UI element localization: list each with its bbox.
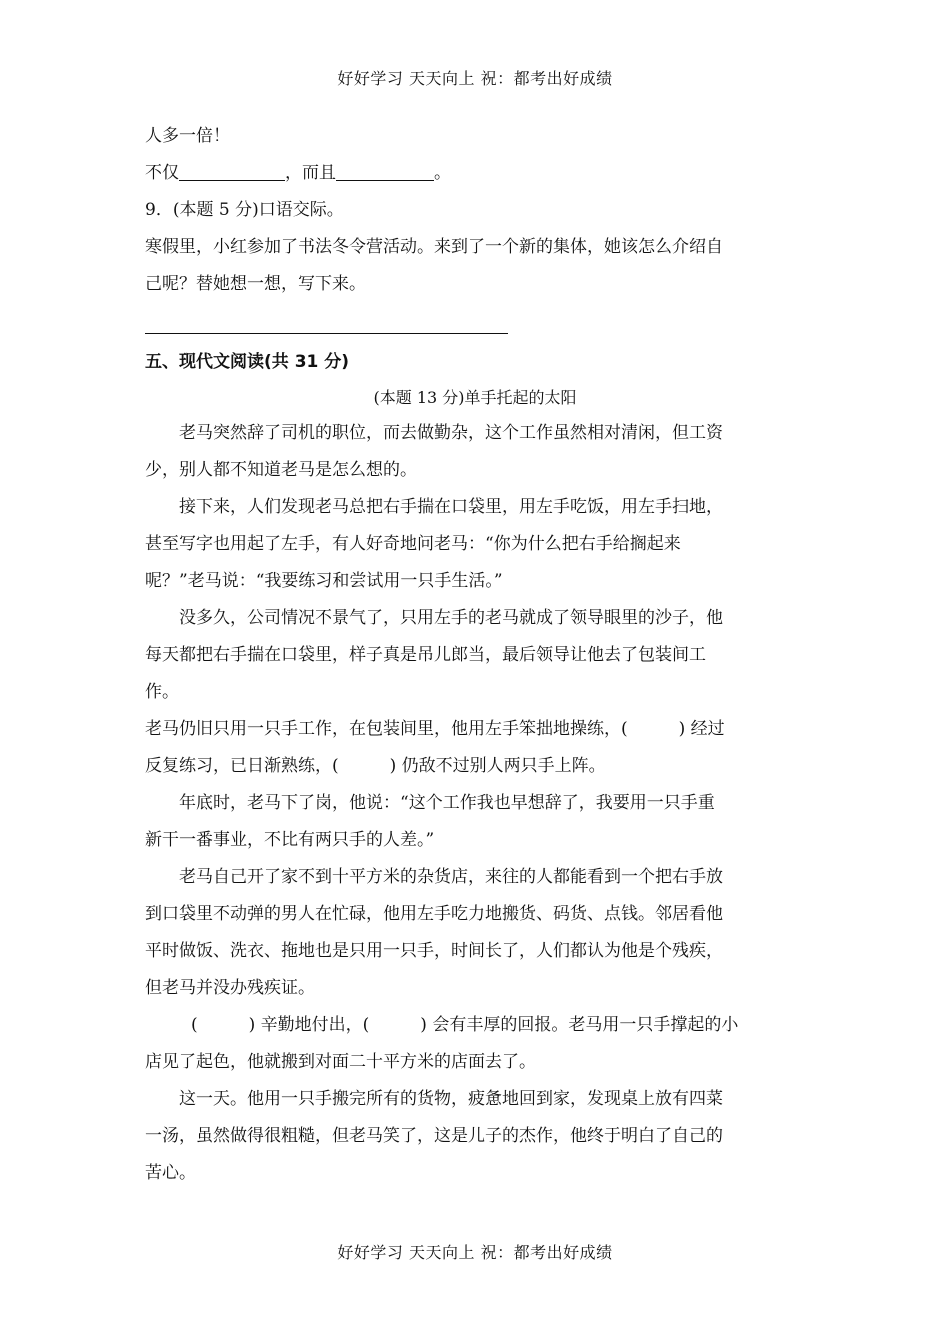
passage-paragraph: [145, 600, 805, 711]
continuation-line: 人多一倍！: [145, 126, 230, 146]
passage-line: 作。: [145, 682, 179, 702]
fill-suffix: 。: [434, 163, 451, 183]
fill-middle: ，而且: [285, 163, 336, 183]
passage-paragraph: [145, 489, 805, 600]
answer-line[interactable]: [145, 333, 508, 334]
answer-blank-2[interactable]: [336, 160, 434, 181]
page-content: [145, 118, 805, 1192]
page-footer: 好好学习 天天向上 祝：都考出好成绩: [337, 1243, 613, 1262]
passage-paragraph: [145, 1081, 805, 1192]
question-9-text-line-2: 己呢？替她想一想，写下来。: [145, 274, 366, 294]
question-9-heading: 9．(本题 5 分)口语交际。: [145, 200, 344, 220]
passage-line: 呢？”老马说：“我要练习和尝试用一只手生活。”: [145, 571, 503, 591]
passage: [145, 415, 805, 1192]
passage-line: 甚至写字也用起了左手，有人好奇地问老马：“你为什么把右手给搁起来: [145, 534, 681, 554]
passage-line: 每天都把右手揣在口袋里，样子真是吊儿郎当，最后领导让他去了包装间工: [145, 645, 706, 665]
passage-line: ( ) 辛勤地付出，( ) 会有丰厚的回报。老马用一只手撑起的小: [191, 1015, 739, 1035]
page-header: 好好学习 天天向上 祝：都考出好成绩: [337, 69, 613, 88]
passage-line: 新干一番事业，不比有两只手的人差。”: [145, 830, 435, 850]
fill-in-sentence: [145, 155, 805, 192]
passage-line: 一汤，虽然做得很粗糙，但老马笑了，这是儿子的杰作，他终于明白了自己的: [145, 1126, 723, 1146]
passage-paragraph: [145, 1007, 805, 1081]
passage-line: 接下来，人们发现老马总把右手揣在口袋里，用左手吃饭，用左手扫地，: [179, 497, 723, 517]
passage-line: 苦心。: [145, 1163, 196, 1183]
passage-line: 年底时，老马下了岗，他说：“这个工作我也早想辞了，我要用一只手重: [179, 793, 715, 813]
passage-line: 少，别人都不知道老马是怎么想的。: [145, 460, 417, 480]
passage-line: 店见了起色，他就搬到对面二十平方米的店面去了。: [145, 1052, 536, 1072]
question-9-text-line-1: 寒假里，小红参加了书法冬令营活动。来到了一个新的集体，她该怎么介绍自: [145, 237, 723, 257]
answer-blank-1[interactable]: [179, 160, 285, 181]
passage-line: 但老马并没办残疾证。: [145, 978, 315, 998]
passage-line: 反复练习，已日渐熟练，( ) 仍敌不过别人两只手上阵。: [145, 756, 606, 776]
passage-paragraph: [145, 859, 805, 1007]
passage-paragraph: [145, 415, 805, 489]
passage-line: 平时做饭、洗衣、拖地也是只用一只手，时间长了，人们都认为他是个残疾，: [145, 941, 723, 961]
passage-line: 这一天。他用一只手搬完所有的货物，疲惫地回到家，发现桌上放有四菜: [179, 1089, 723, 1109]
passage-paragraph: [145, 785, 805, 859]
fill-prefix: 不仅: [145, 163, 179, 183]
passage-line: 到口袋里不动弹的男人在忙碌，他用左手吃力地搬货、码货、点钱。邻居看他: [145, 904, 723, 924]
passage-line: 老马仍旧只用一只手工作，在包装间里，他用左手笨拙地操练，( ) 经过: [145, 719, 725, 739]
section-heading: 五、现代文阅读(共 31 分): [145, 352, 350, 372]
passage-title: (本题 13 分)单手托起的太阳: [373, 388, 577, 407]
passage-line: 老马突然辞了司机的职位，而去做勤杂，这个工作虽然相对清闲，但工资: [179, 423, 723, 443]
passage-paragraph: [145, 711, 805, 785]
passage-line: 老马自己开了家不到十平方米的杂货店，来往的人都能看到一个把右手放: [179, 867, 723, 887]
passage-line: 没多久，公司情况不景气了，只用左手的老马就成了领导眼里的沙子，他: [179, 608, 723, 628]
